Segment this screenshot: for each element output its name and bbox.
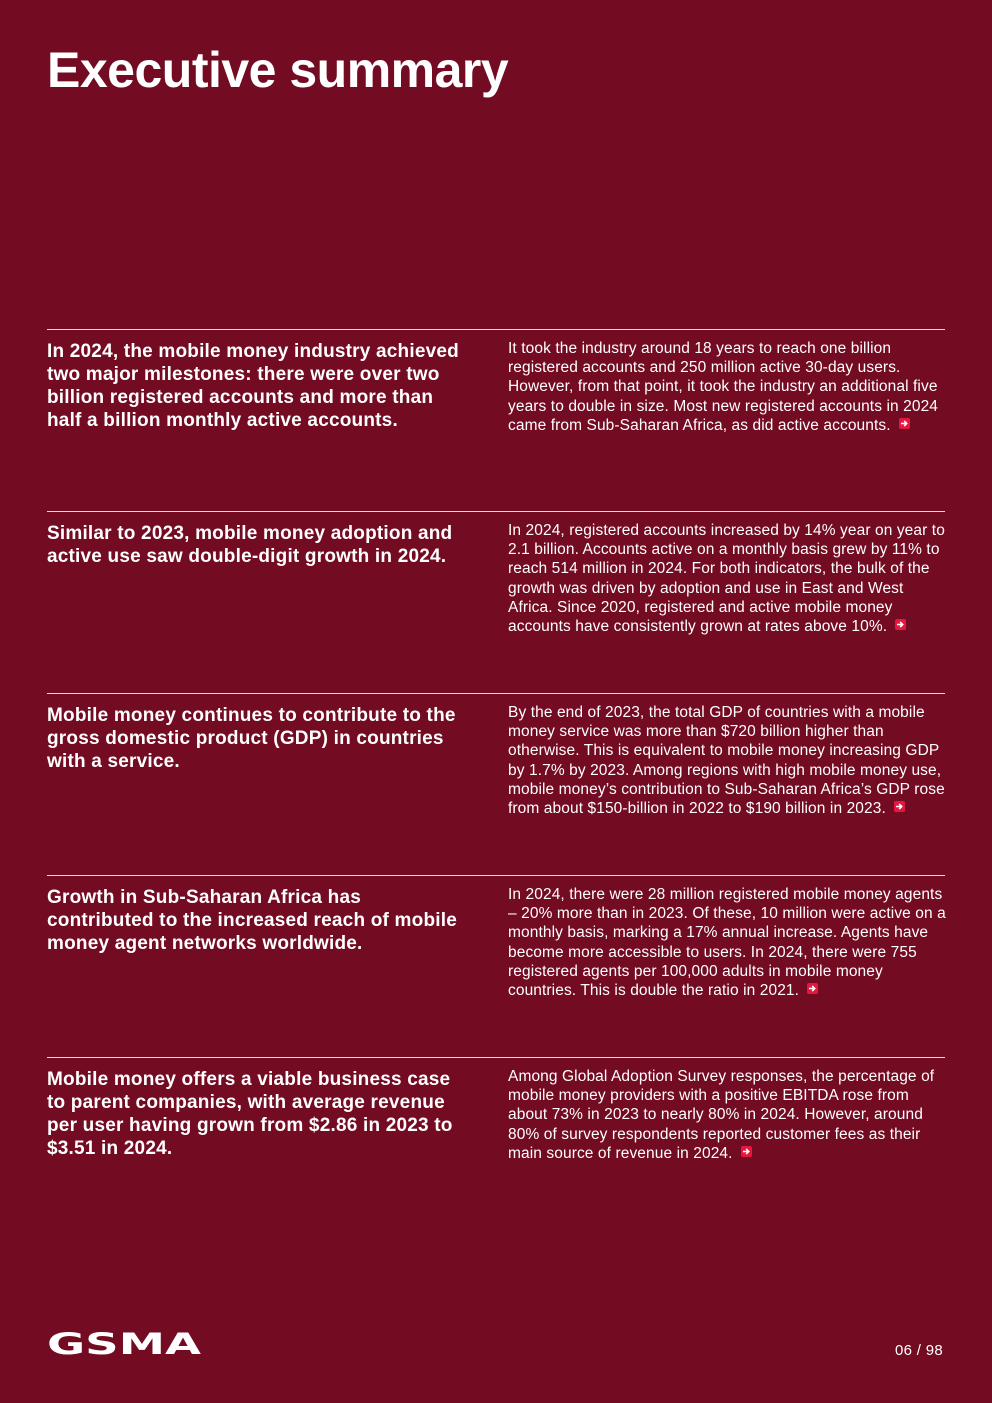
section-body-text: In 2024, registered accounts increased by 14% year on year to 2.1 billion. Accounts active on a monthly basis grew by 11% to reach 514 million in 2024. For both indicators, the bulk of the growth was driven by adoption and use in East and West Africa. Since 2020, registered and active mobile money accounts have consistently grown at rates above 10%. (508, 522, 945, 636)
section-body-text: Among Global Adoption Survey responses, the percentage of mobile money providers with a positive EBITDA rose from about 73% in 2023 to nearly 80% in 2024. However, around 80% of survey respondents reported customer fees as their main source of revenue in 2024. (508, 1068, 935, 1162)
page-number: 06 / 98 (895, 1342, 943, 1359)
section-heading: Similar to 2023, mobile money adoption and active use saw double-digit growth in 2024. (47, 523, 453, 567)
section-body (508, 703, 948, 818)
section-heading: Mobile money continues to contribute to the gross domestic product (GDP) in countries with a service. (47, 705, 456, 772)
section-heading: Mobile money offers a viable business case to parent companies, with average revenue per user having grown from $2.86 in 2023 to $3.51 in 2024. (47, 1069, 453, 1159)
summary-section (47, 1057, 945, 1239)
summary-section (47, 329, 945, 511)
arrow-right-icon[interactable] (894, 801, 905, 812)
logo-text: GSMA (47, 1330, 202, 1358)
summary-section (47, 511, 945, 693)
summary-section (47, 875, 945, 1057)
section-body (508, 1067, 948, 1163)
arrow-right-icon[interactable] (741, 1146, 752, 1157)
section-heading: Growth in Sub-Saharan Africa has contributed to the increased reach of mobile money agent networks worldwide. (47, 887, 457, 954)
gsma-logo (47, 1330, 203, 1363)
arrow-right-icon[interactable] (895, 619, 906, 630)
section-body-text: It took the industry around 18 years to reach one billion registered accounts and 250 million active 30-day users. However, from that point, it took the industry an additional five years to double in size. Most new registered accounts in 2024 came from Sub-Saharan Africa, as did active accounts. (508, 340, 939, 434)
section-body-text: By the end of 2023, the total GDP of countries with a mobile money service was more than $720 billion higher than otherwise. This is equivalent to mobile money increasing GDP by 1.7% by 2023. Among regions with high mobile money use, mobile money’s contribution to Sub-Saharan Africa’s GDP rose from about $150-billion in 2022 to $190 billion in 2023. (508, 704, 945, 818)
section-body-text: In 2024, there were 28 million registered mobile money agents – 20% more than in 2023. Of these, 10 million were active on a monthly basis, marking a 17% annual increase. Agents have become more accessible to users. In 2024, there were 755 registered agents per 100,000 adults in mobile money countries. This is double the ratio in 2021. (508, 886, 946, 1000)
section-heading: In 2024, the mobile money industry achieved two major milestones: there were over two billion registered accounts and more than half a billion monthly active accounts. (47, 341, 459, 431)
section-body (508, 339, 948, 435)
section-body (508, 885, 948, 1000)
summary-sections (47, 329, 945, 1239)
page-title: Executive summary (47, 42, 509, 98)
arrow-right-icon[interactable] (807, 983, 818, 994)
section-body (508, 521, 948, 636)
arrow-right-icon[interactable] (899, 418, 910, 429)
summary-section (47, 693, 945, 875)
